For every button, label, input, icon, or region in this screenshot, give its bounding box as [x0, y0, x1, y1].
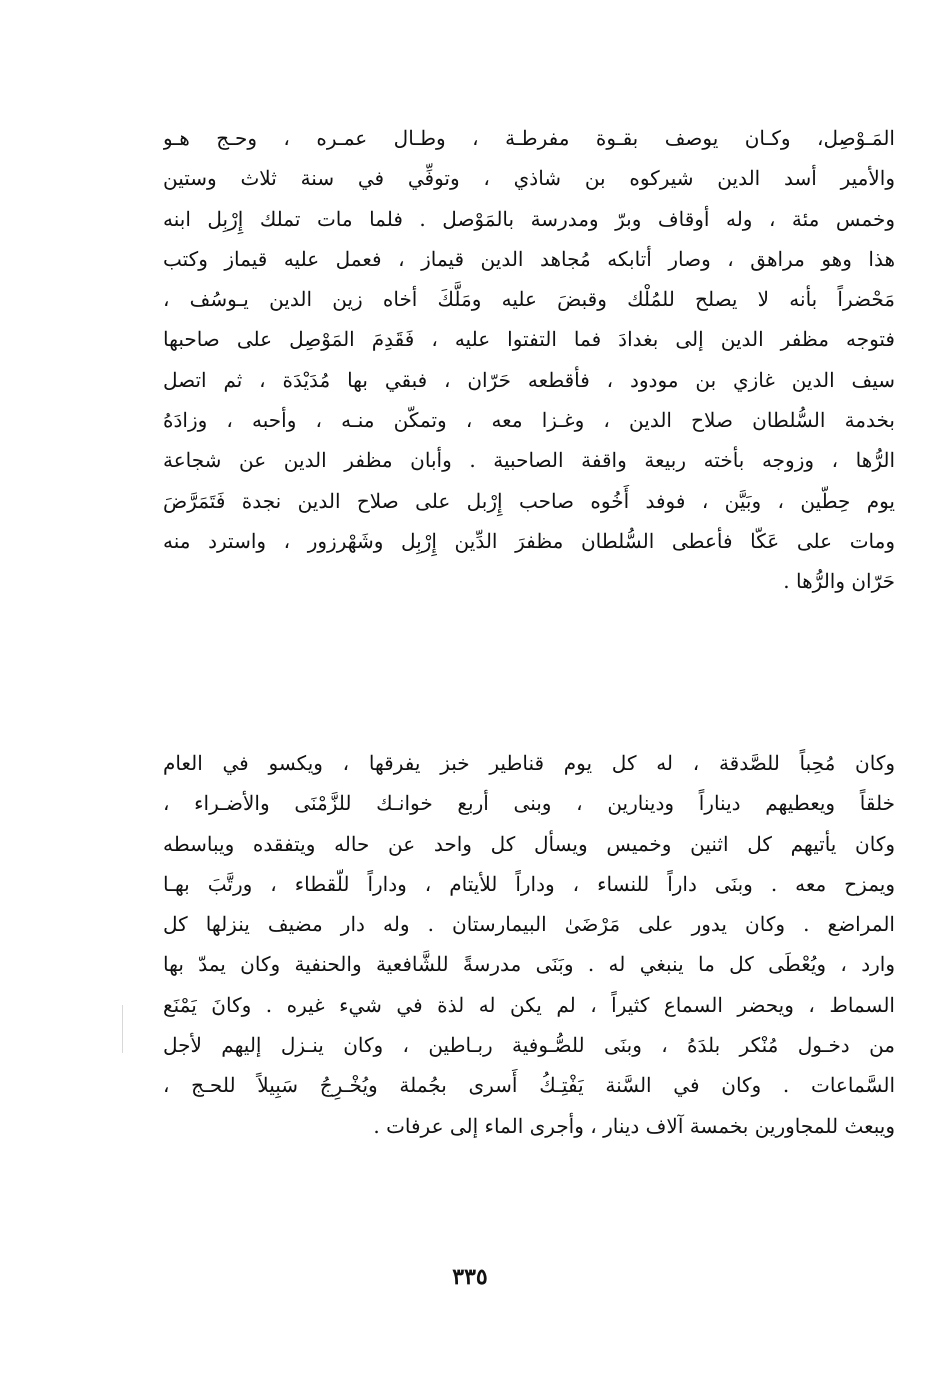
- paragraph-2-line-3: وكان يأتيهم كل اثنين وخميس ويسأل كل واحد عن حاله ويتفقده ويباسطه: [163, 831, 895, 856]
- paragraph-1-line-12: حَرّان والرُّها .: [783, 569, 895, 594]
- paragraph-2-line-9: السَّماعات . وكان في السَّنة يَفْتِـكُ أَسرى بجُملة ويُخْـرِجُ سَبِيلاً للحـج ،: [163, 1073, 895, 1098]
- paragraph-1-line-5: مَحْضراً بأنه لا يصلح للمُلْك وقبضَ عليه ومَلَّكَ أخاه زين الدين يـوسُف ،: [163, 287, 895, 312]
- paragraph-2-line-7: السماط ، ويحضر السماع كثيراً ، لم يكن له لذة في شيء غيره . وكانَ يَمْنَع: [163, 992, 895, 1017]
- paragraph-2-line-4: ويمزح معه . وبنَى داراً للنساء ، وداراً للأيتام ، وداراً للّقطاء ، ورتَّبَ بهـا: [163, 871, 895, 896]
- paragraph-1-line-8: بخدمة السُّلطان صلاح الدين ، وغـزا معه ، وتمكّن منـه ، وأحبه ، وزادَهُ: [163, 408, 895, 433]
- paragraph-2-line-8: من دخـول مُنْكر بلدَهُ ، وبنَى للصُّـوفية ربـاطين ، وكان ينـزل إليهم لأجل: [163, 1033, 895, 1058]
- scan-margin-mark: [122, 1005, 123, 1053]
- paragraph-2-line-6: وارد ، ويُعْطَى كل ما ينبغي له . وبَنَى مدرسةً للشَّافعية والحنفية وكان يمدّ بها: [163, 952, 895, 977]
- page-number: ٣٣٥: [452, 1264, 488, 1290]
- paragraph-1-line-9: الرُّها ، وزوجه بأخته ربيعة واقفة الصاحبية . وأبان مظفر الدين عن شجاعة: [163, 448, 895, 473]
- paragraph-2-line-5: المراضع . وكان يدور على مَرْضَىٰ البيمارستان . وله دار مضيف ينزلها كل: [163, 912, 895, 937]
- paragraph-1: [163, 118, 895, 602]
- paragraph-1-line-7: سيف الدين غازي بن مودود ، فأقطعه حَرّان ، فبقي بها مُدَيْدَة ، ثم اتصل: [163, 367, 895, 392]
- paragraph-1-line-4: هذا وهو مراهق ، وصار أتابكه مُجاهد الدين قيماز ، فعمل عليه قيماز وكتب: [163, 246, 895, 271]
- paragraph-1-line-1: المَـوْصِل، وكـان يوصف بقـوة مفرطـة ، وطـال عمـره ، وحـج هـو: [163, 126, 895, 150]
- paragraph-1-line-6: فتوجه مظفر الدين إلى بغدادَ فما التفتوا عليه ، فَقَدِمَ المَوْصِل على صاحبها: [163, 327, 895, 352]
- paragraph-2-line-10: ويبعث للمجاورين بخمسة آلاف دينار ، وأجرى الماء إلى عرفات .: [373, 1113, 895, 1138]
- paragraph-1-line-10: يوم حِطّين ، وبَيَّن ، فوفد أَخُوه صاحب إِرْبل على صلاح الدين نجدة فَتَمَرَّضَ: [163, 488, 895, 513]
- paragraph-1-line-2: والأمير أسد الدين شيركوه بن شاذي ، وتوفِّي في سنة ثلاث وستين: [163, 166, 895, 191]
- paragraph-1-line-11: ومات على عَكّا فأعطى السُّلطان مظفرَ الدِّين إِرْبِل وشَهْرزور ، واسترد منه: [163, 528, 895, 553]
- paragraph-2-line-1: وكان مُحِباً للصَّدقة ، له كل يوم قناطير خبز يفرقها ، ويكسو في العام: [163, 751, 895, 775]
- paragraph-1-line-3: وخمس مئة ، وله أوقاف وبرّ ومدرسة بالمَوْصل . فلما مات تملك إِرْبِل ابنه: [163, 206, 895, 231]
- paragraph-2-line-2: خلقاً ويعطيهم ديناراً ودينارين ، وبنى أربع خوانـك للزَّمْنَى والأضـراء ،: [163, 791, 895, 816]
- paragraph-2: [163, 743, 895, 1146]
